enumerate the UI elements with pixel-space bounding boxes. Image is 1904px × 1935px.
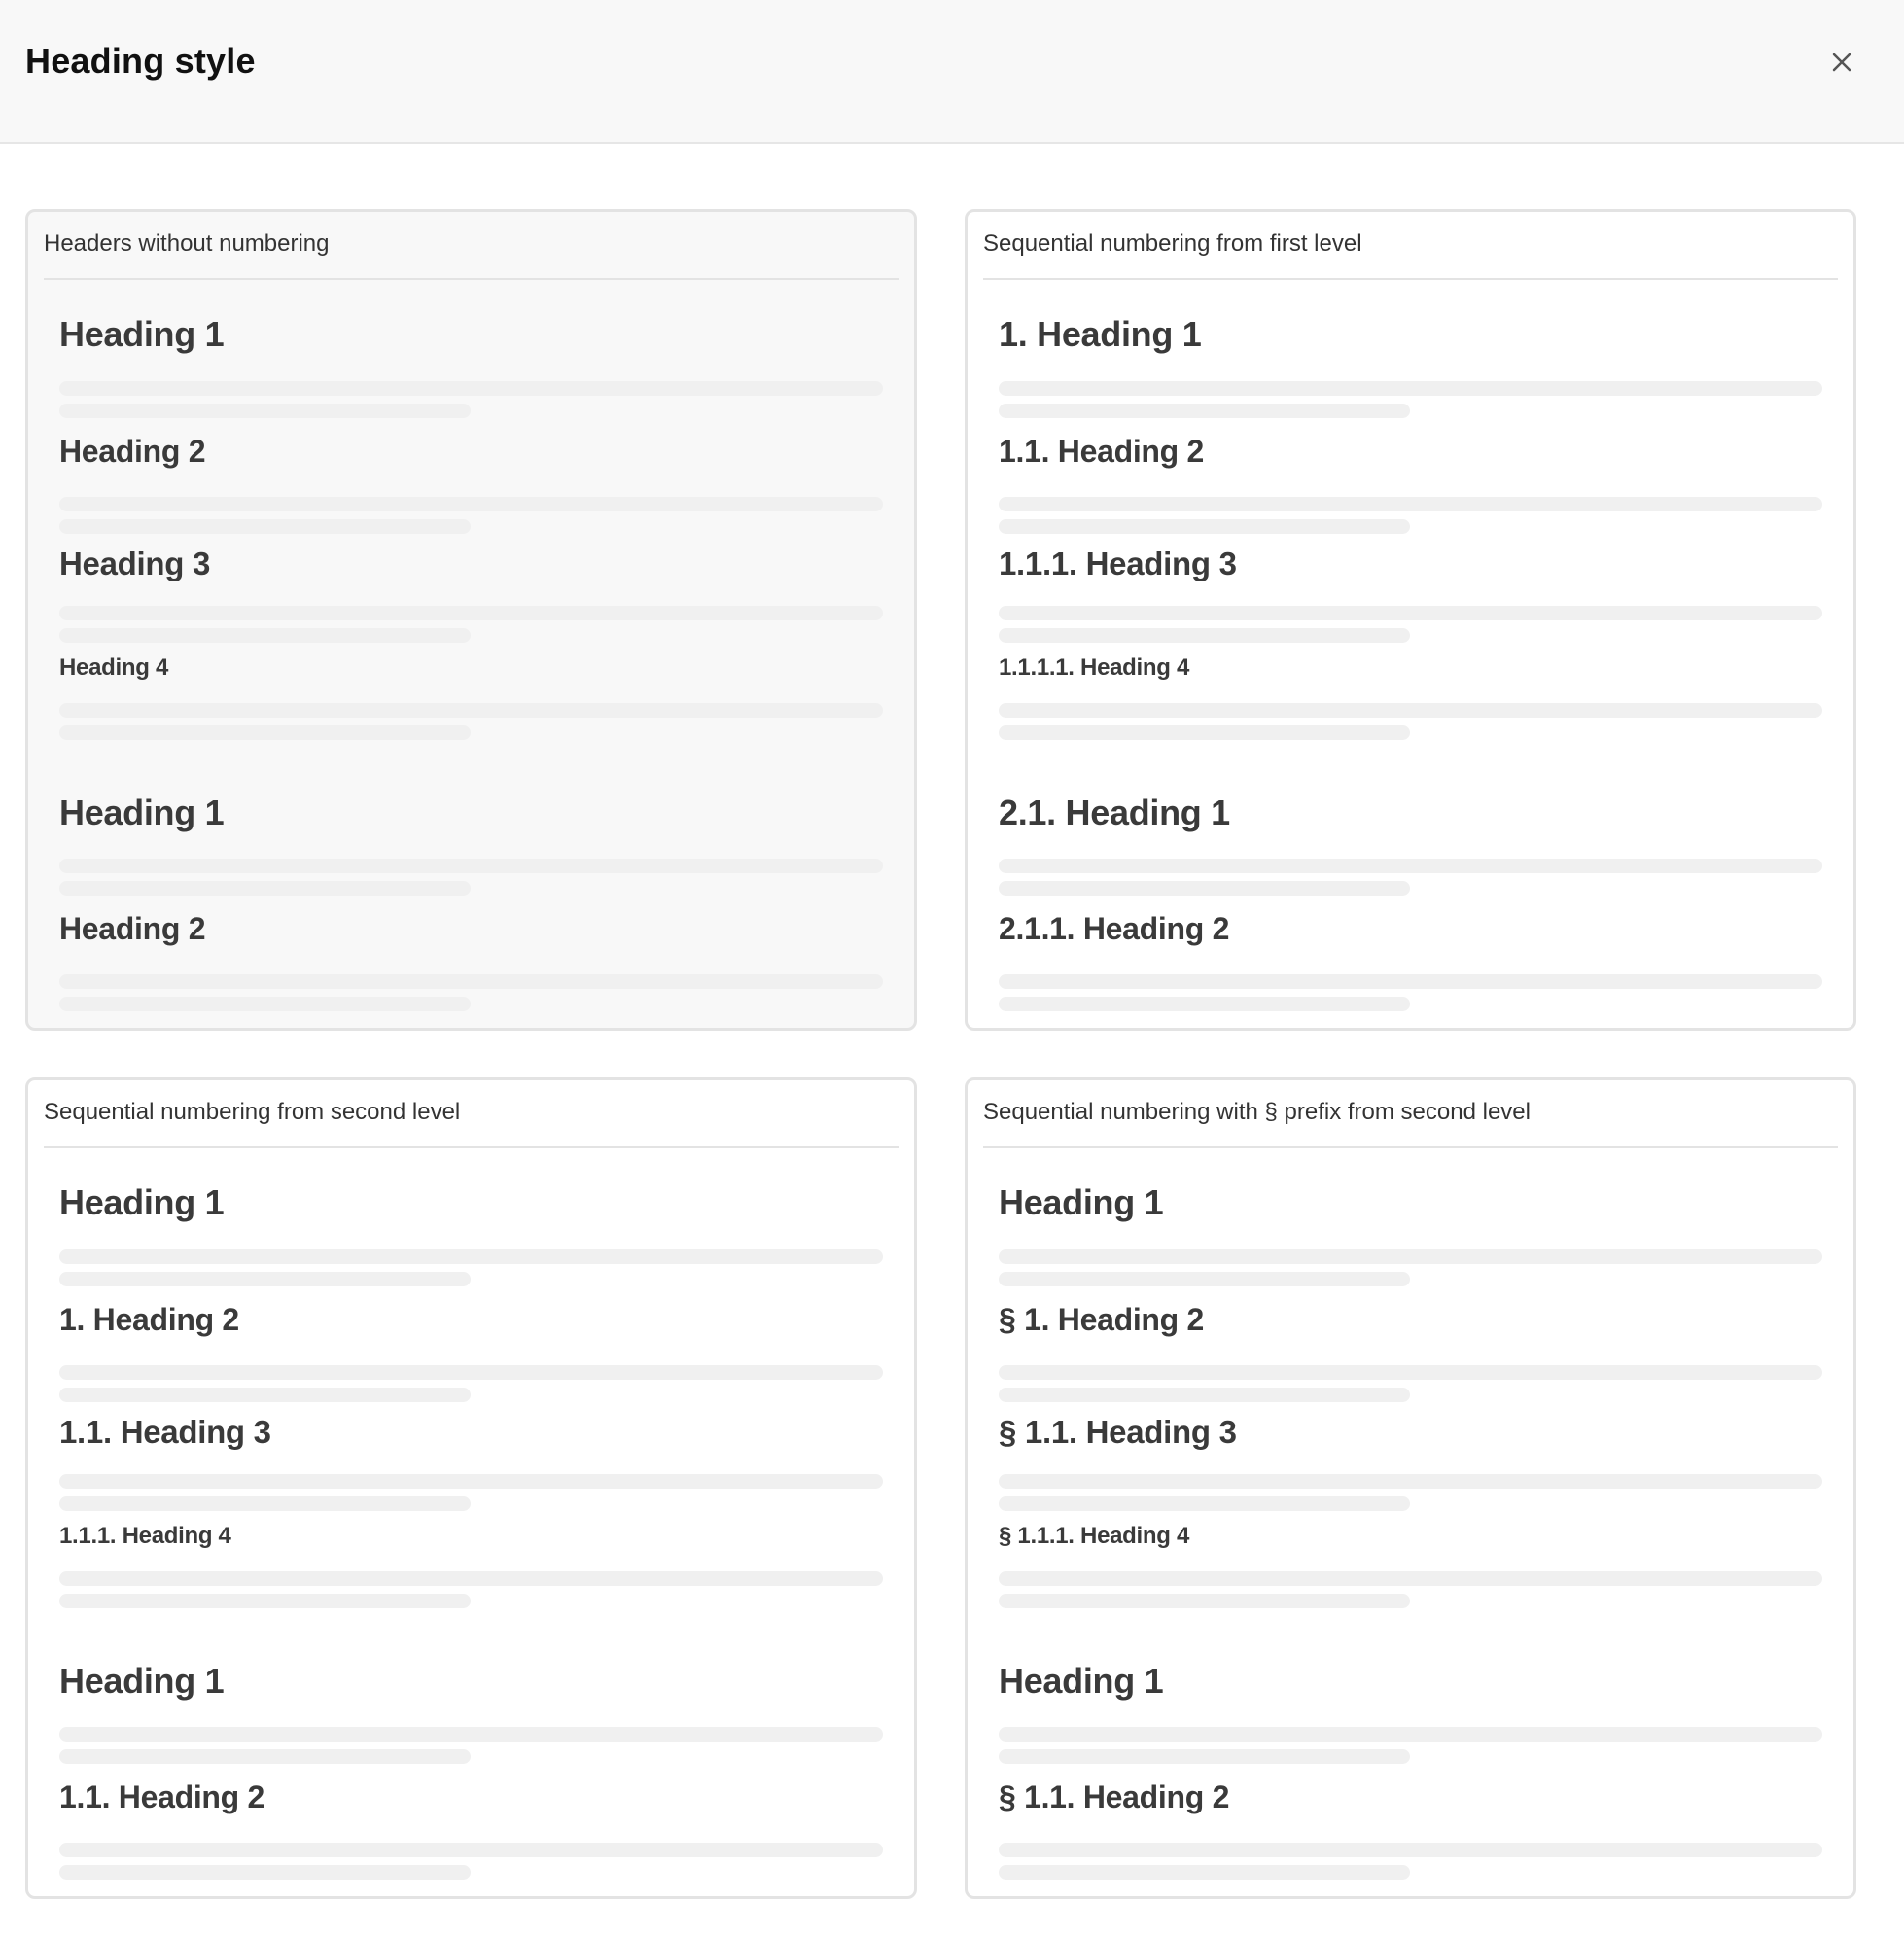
placeholder-line [59,1365,883,1380]
placeholder-line [59,859,883,873]
placeholder-line [999,497,1822,511]
sample-heading-3: 1.1. Heading 3 [59,1414,271,1450]
dialog-header [0,0,1904,144]
sample-heading-3: 1.1.1. Heading 3 [999,545,1237,581]
close-button[interactable] [1822,43,1861,82]
placeholder-line [59,1727,883,1742]
placeholder-line [999,1474,1822,1489]
placeholder-line [999,1749,1410,1764]
placeholder-line [999,703,1822,718]
placeholder-line [59,1843,883,1857]
sample-heading-2: 2.1.1. Heading 2 [999,911,1230,946]
placeholder-line [59,1249,883,1264]
placeholder-line [999,881,1410,896]
placeholder-line [59,997,471,1011]
placeholder-line [999,725,1410,740]
sample-heading-2: § 1.1. Heading 2 [999,1779,1230,1814]
placeholder-line [999,1249,1822,1264]
placeholder-line [59,881,471,896]
sample-heading-3: § 1.1. Heading 3 [999,1414,1237,1450]
sample-heading-2: 1. Heading 2 [59,1302,239,1337]
sample-heading-1: 2.1. Heading 1 [999,792,1230,832]
sample-heading-1: Heading 1 [59,314,225,354]
placeholder-line [59,1496,471,1511]
placeholder-line [999,1571,1822,1586]
placeholder-line [999,1865,1410,1880]
placeholder-line [59,725,471,740]
sample-heading-1: 1. Heading 1 [999,314,1202,354]
option-card-numbering-first-level[interactable] [965,209,1856,1031]
placeholder-line [999,606,1822,620]
placeholder-line [999,1496,1410,1511]
placeholder-line [59,703,883,718]
placeholder-line [59,1571,883,1586]
placeholder-line [999,997,1410,1011]
close-icon [1822,43,1861,82]
option-card-no-numbering[interactable] [25,209,917,1031]
option-card-section-prefix-second-level[interactable] [965,1077,1856,1899]
sample-heading-4: § 1.1.1. Heading 4 [999,1523,1190,1549]
sample-heading-1: Heading 1 [999,1182,1164,1222]
placeholder-line [59,1474,883,1489]
placeholder-line [999,1388,1410,1402]
placeholder-line [59,1865,471,1880]
placeholder-line [999,1843,1822,1857]
sample-heading-1: Heading 1 [59,792,225,832]
placeholder-line [999,1272,1410,1286]
sample-heading-4: 1.1.1. Heading 4 [59,1523,231,1549]
sample-heading-2: Heading 2 [59,911,206,946]
placeholder-line [59,1749,471,1764]
placeholder-line [999,1594,1410,1608]
placeholder-line [999,628,1410,643]
card-title: Sequential numbering with § prefix from second level [983,1098,1838,1148]
sample-heading-1: Heading 1 [59,1182,225,1222]
sample-heading-3: Heading 3 [59,545,211,581]
placeholder-line [59,1594,471,1608]
placeholder-line [59,628,471,643]
sample-heading-2: 1.1. Heading 2 [59,1779,264,1814]
placeholder-line [59,974,883,989]
placeholder-line [59,1272,471,1286]
placeholder-line [999,1365,1822,1380]
placeholder-line [59,497,883,511]
option-card-numbering-second-level[interactable] [25,1077,917,1899]
placeholder-line [59,519,471,534]
dialog-title: Heading style [25,41,256,81]
sample-heading-2: Heading 2 [59,434,206,469]
sample-heading-4: Heading 4 [59,654,168,681]
sample-heading-2: 1.1. Heading 2 [999,434,1204,469]
sample-heading-4: 1.1.1.1. Heading 4 [999,654,1190,681]
card-title: Sequential numbering from first level [983,229,1838,280]
placeholder-line [59,404,471,418]
placeholder-line [59,381,883,396]
card-title: Sequential numbering from second level [44,1098,899,1148]
placeholder-line [999,974,1822,989]
placeholder-line [999,404,1410,418]
card-title: Headers without numbering [44,229,899,280]
placeholder-line [999,519,1410,534]
placeholder-line [999,381,1822,396]
placeholder-line [59,1388,471,1402]
placeholder-line [999,859,1822,873]
sample-heading-2: § 1. Heading 2 [999,1302,1204,1337]
placeholder-line [999,1727,1822,1742]
placeholder-line [59,606,883,620]
sample-heading-1: Heading 1 [59,1661,225,1701]
sample-heading-1: Heading 1 [999,1661,1164,1701]
